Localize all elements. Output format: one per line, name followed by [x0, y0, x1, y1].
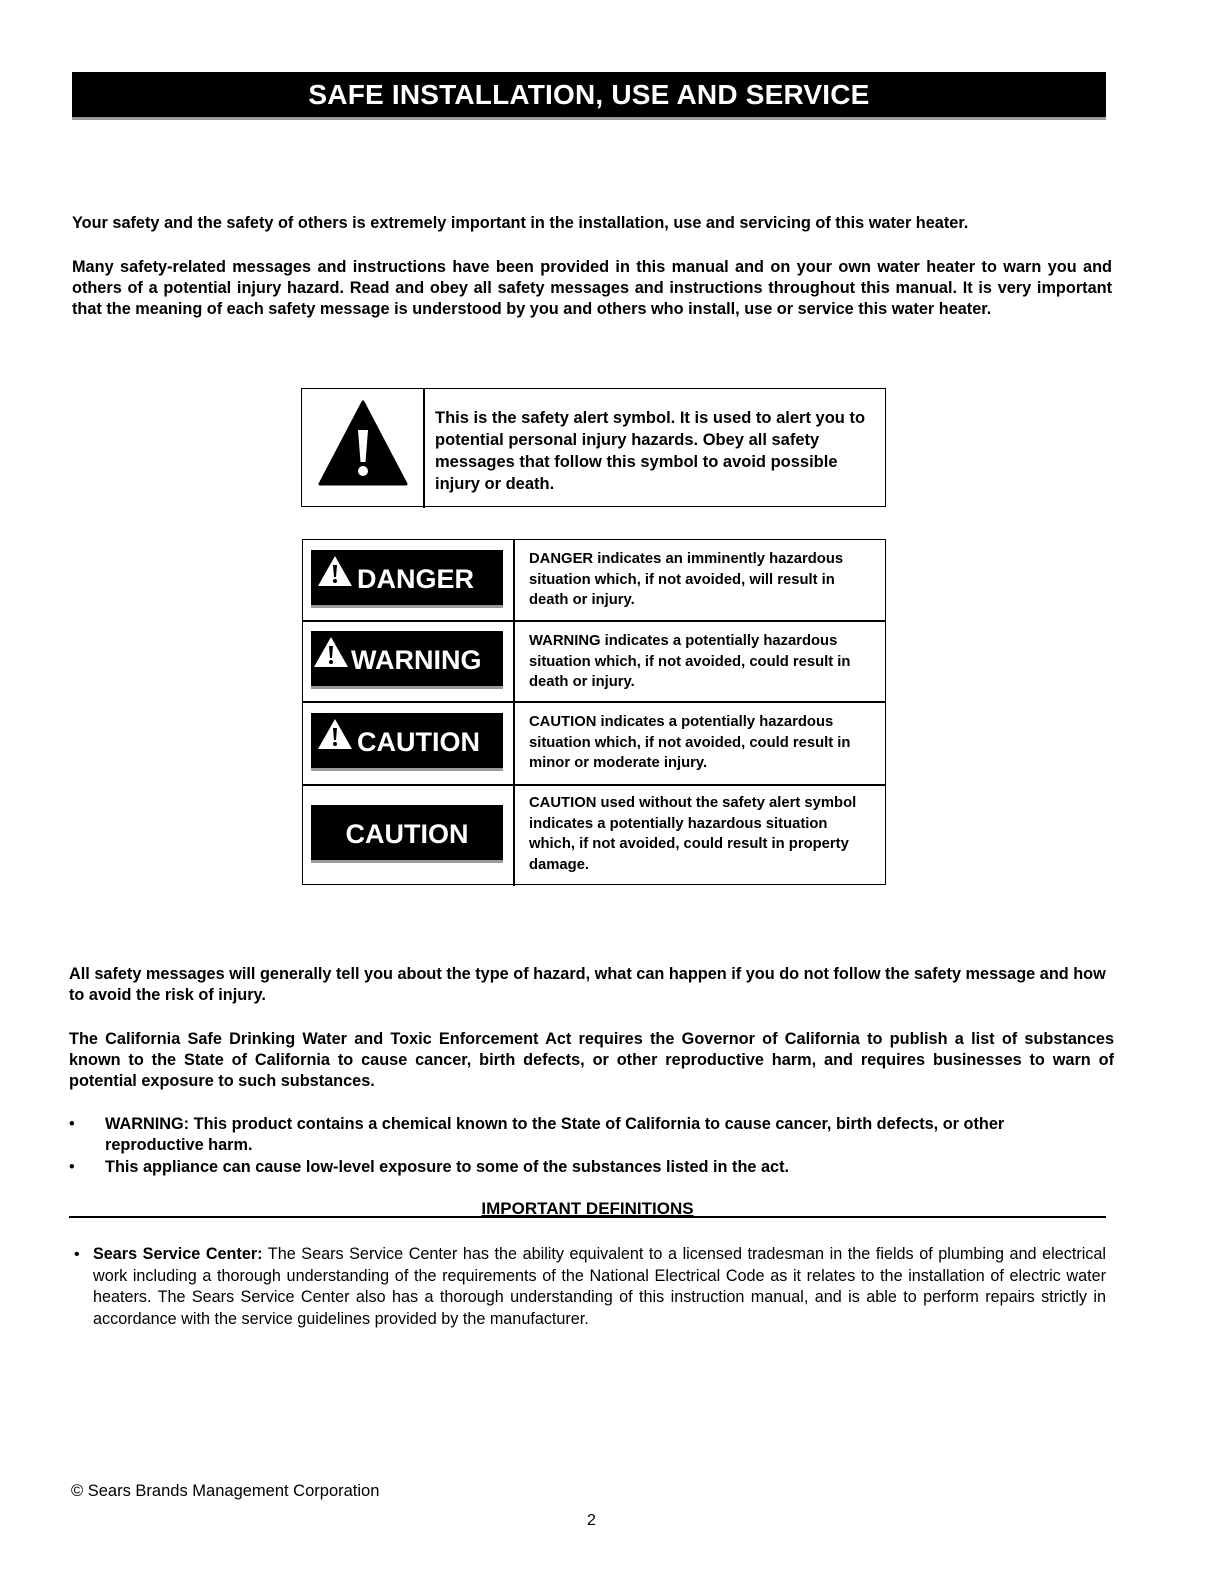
- safety-messages-paragraph: All safety messages will generally tell you about the type of hazard, what can happen if you do not follow the safety message and how to avoid the risk of injury.: [69, 965, 1106, 1004]
- safety-alert-divider: [423, 388, 425, 508]
- warning-triangle-icon: [317, 712, 353, 770]
- banner-shadow-rule: [72, 117, 1106, 120]
- definitions-heading: IMPORTANT DEFINITIONS: [481, 1199, 694, 1218]
- caution-no-symbol-badge: [311, 805, 503, 863]
- warning-triangle-icon: [313, 630, 349, 688]
- definition-text: The Sears Service Center has the ability equivalent to a licensed tradesman in the fields of plumbing and electrical work including a thorough understanding of the requirements of the National Electrical Code as it relates to the installation of electric water heaters. The Sears Service Center also has a thorough understanding of this instruction manual, and is able to perform repairs strictly in accordance with the service guidelines provided by the manufacturer.: [93, 1245, 1106, 1328]
- warning-badge: [311, 631, 503, 689]
- bullet-text: This appliance can cause low-level exposure to some of the substances listed in the act.: [105, 1158, 790, 1176]
- warning-triangle-icon: [317, 549, 353, 607]
- bullet-item: [69, 1114, 1114, 1158]
- warning-description: WARNING indicates a potentially hazardous situation which, if not avoided, could result in death or injury.: [529, 633, 851, 690]
- intro-paragraph-1: Your safety and the safety of others is extremely important in the installation, use and servicing of this water heater.: [72, 214, 969, 232]
- signal-table-row-rule: [302, 784, 886, 786]
- signal-table-row-rule: [302, 701, 886, 703]
- bullet-text: WARNING: This product contains a chemical known to the State of California to cause cancer, birth defects, or other reproductive harm.: [105, 1115, 1005, 1154]
- bullet-item: [69, 1157, 1114, 1179]
- safety-alert-description: This is the safety alert symbol. It is used to alert you to potential personal injury hazards. Obey all safety messages that follow this symbol to avoid possible injury or death.: [435, 409, 866, 493]
- caution-no-symbol-description: CAUTION used without the safety alert symbol indicates a potentially hazardous situation which, if not avoided, could result in property damage.: [529, 795, 857, 873]
- caution-label: CAUTION: [357, 727, 480, 757]
- bullet-dot: •: [69, 1115, 75, 1133]
- warning-label: WARNING: [351, 645, 482, 675]
- signal-table-divider: [513, 539, 515, 886]
- definition-term: Sears Service Center:: [93, 1245, 263, 1263]
- danger-description: DANGER indicates an imminently hazardous situation which, if not avoided, will result in death or injury.: [529, 551, 844, 608]
- copyright-notice: © Sears Brands Management Corporation: [71, 1482, 380, 1500]
- bullet-dot: •: [69, 1158, 75, 1176]
- signal-table-row-rule: [302, 620, 886, 622]
- california-act-paragraph: The California Safe Drinking Water and Toxic Enforcement Act requires the Governor of California to publish a list of substances known to the State of California to cause cancer, birth defects, or other reproductive harm, and requires businesses to warn of potential exposure to such substances.: [69, 1030, 1114, 1090]
- page-number: 2: [587, 1512, 596, 1529]
- danger-badge: [311, 550, 503, 608]
- caution-badge: [311, 713, 503, 771]
- bullet-dot: •: [74, 1246, 80, 1263]
- danger-label: DANGER: [357, 564, 475, 594]
- warning-triangle-icon: [318, 400, 408, 486]
- section-title-banner: SAFE INSTALLATION, USE AND SERVICE: [72, 72, 1106, 117]
- caution-description: CAUTION indicates a potentially hazardous situation which, if not avoided, could result in minor or moderate injury.: [529, 714, 851, 771]
- caution-no-symbol-label: CAUTION: [345, 819, 469, 849]
- definition-item: [93, 1244, 1106, 1330]
- intro-paragraph-2: Many safety-related messages and instructions have been provided in this manual and on your own water heater to warn you and others of a potential injury hazard. Read and obey all safety messages and instructions throughout this manual. It is very important that the meaning of each safety message is understood by you and others who install, use or service this water heater.: [72, 258, 1112, 318]
